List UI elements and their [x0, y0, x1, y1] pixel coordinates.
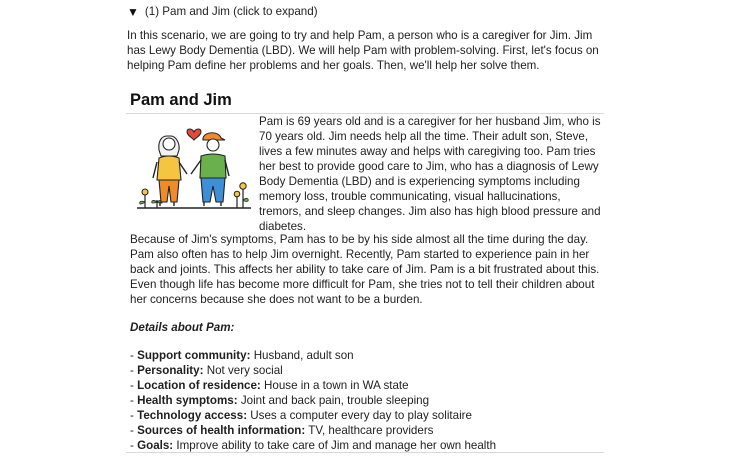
- section-title: Pam and Jim: [130, 91, 232, 109]
- detail-value: TV, healthcare providers: [308, 424, 434, 437]
- detail-key: Sources of health information:: [137, 424, 306, 437]
- detail-value: Not very social: [206, 364, 283, 377]
- symptoms-paragraph: Because of Jim's symptoms, Pam has to be by his side almost all the time during the day. Pam also often has to help Jim overnight. Recently, Pam started to experience pain in her back and joints. This affects her ability to take care of Jim. Pam is a bit frustrated about this. Even though life has become more difficult for Pam, she tries not to tell their children about her concerns because she does not want to be a burden.: [130, 233, 600, 306]
- detail-key: Health symptoms:: [137, 394, 238, 407]
- detail-value: Uses a computer every day to play solitaire: [250, 409, 472, 422]
- details-list: [130, 348, 496, 453]
- disclosure-triangle-icon[interactable]: ▼: [127, 4, 139, 19]
- right-flower-icon: [234, 183, 248, 208]
- detail-key: Personality:: [137, 364, 204, 377]
- detail-key: Location of residence:: [137, 379, 261, 392]
- expander-toggle[interactable]: [127, 4, 318, 19]
- list-item: - Personality: Not very social: [130, 364, 283, 377]
- details-heading: Details about Pam:: [130, 321, 235, 334]
- detail-key: Support community:: [137, 349, 251, 362]
- list-item: - Goals: Improve ability to take care of Jim and manage her own health: [130, 439, 497, 452]
- list-item: - Sources of health information: TV, healthcare providers: [130, 424, 434, 437]
- heart-icon: [187, 129, 201, 140]
- list-item: - Technology access: Uses a computer every day to play solitaire: [130, 409, 472, 422]
- expander-label[interactable]: (1) Pam and Jim (click to expand): [144, 5, 318, 18]
- list-item: - Location of residence: House in a town in WA state: [130, 379, 409, 392]
- jim-figure: [191, 133, 229, 206]
- detail-value: Husband, adult son: [253, 349, 354, 362]
- section-bottom-divider: [126, 452, 604, 453]
- left-flower-icon: [140, 189, 148, 208]
- couple-illustration: [133, 122, 255, 214]
- intro-paragraph: In this scenario, we are going to try and help Pam, a person who is a caregiver for Jim. Jim has Lewy Body Dementia (LBD). We will help Pam with problem-solving. First, let's focus on helping Pam define her problems and her goals. Then, we'll help her solve them.: [127, 29, 599, 72]
- detail-key: Goals:: [137, 439, 174, 452]
- list-item: - Health symptoms: Joint and back pain, trouble sleeping: [130, 394, 430, 407]
- list-item: - Support community: Husband, adult son: [130, 349, 354, 362]
- detail-value: Joint and back pain, trouble sleeping: [240, 394, 430, 407]
- detail-value: House in a town in WA state: [264, 379, 409, 392]
- pam-description: Pam is 69 years old and is a caregiver for her husband Jim, who is 70 years old. Jim needs help all the time. Their adult son, Steve, lives a few minutes away and helps with caregiving too. Pam tries her best to provide good care to Jim, who has a diagnosis of Lewy Body Dementia (LBD) and is experiencing symptoms including memory loss, trouble communicating, visual hallucinations, tremors, and sleep changes. Jim also has high blood pressure and diabetes.: [259, 115, 601, 233]
- pam-figure: [153, 136, 187, 206]
- detail-value: Improve ability to take care of Jim and manage her own health: [176, 439, 497, 452]
- detail-key: Technology access:: [137, 409, 248, 422]
